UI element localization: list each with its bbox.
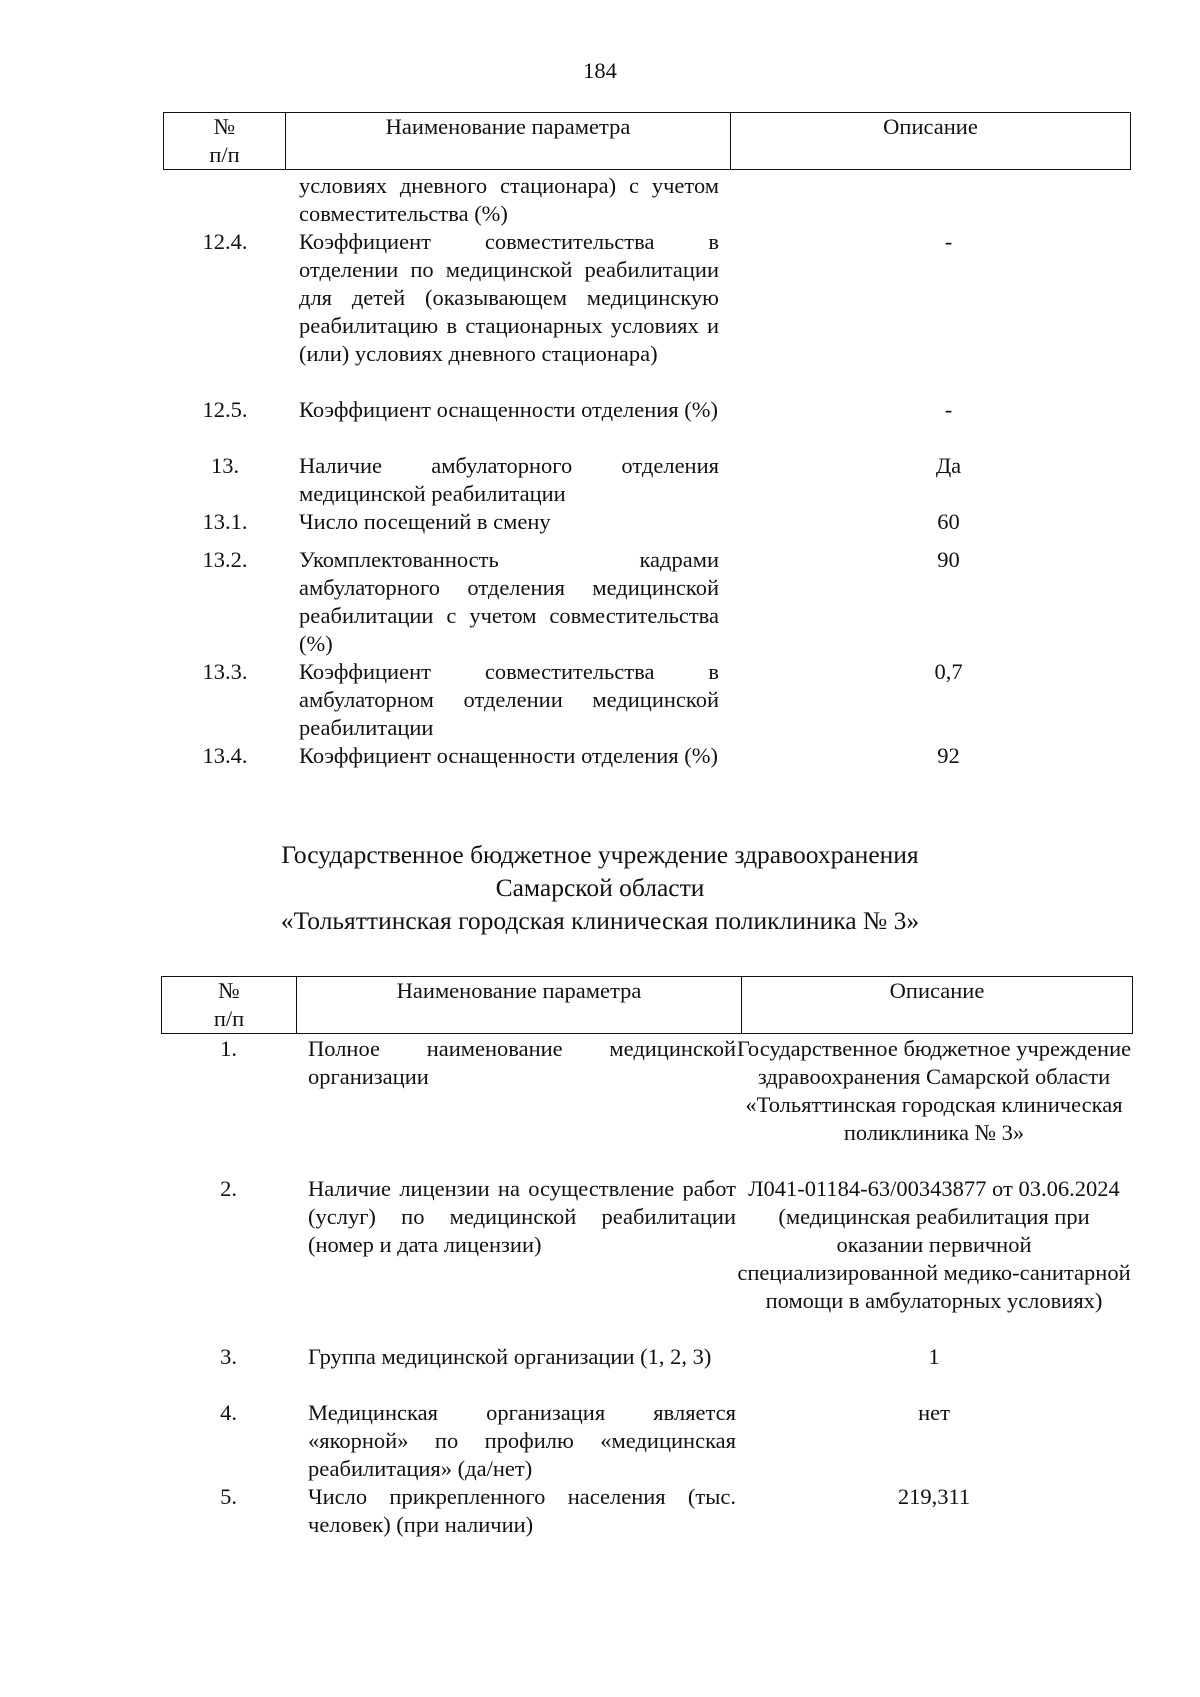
table2-header-num: № п/п: [162, 977, 297, 1034]
organization-title-line: Самарской области: [495, 873, 705, 902]
table-row: [163, 742, 1130, 798]
row-number: 5.: [220, 1484, 237, 1509]
row-number: 13.1.: [202, 509, 248, 534]
table-row: [163, 508, 1130, 546]
row-description: нет: [918, 1400, 950, 1425]
row-parameter: Коэффициент оснащенности отделения (%): [299, 397, 719, 422]
row-number: 13.: [210, 453, 240, 478]
row-number: 2.: [220, 1176, 237, 1201]
table1-header: [163, 112, 1131, 170]
organization-title-line: «Тольяттинская городская клиническая поликлиника № 3»: [280, 906, 920, 935]
table2-header-desc: Описание: [742, 977, 1133, 1034]
table2-header-param: Наименование параметра: [297, 977, 742, 1034]
table-row: [161, 1343, 1132, 1399]
table-row: [161, 1483, 1132, 1539]
row-description: 90: [937, 547, 960, 572]
organization-title-line: Государственное бюджетное учреждение здравоохранения: [281, 840, 919, 869]
row-description: 219,311: [897, 1484, 971, 1509]
table-row: [163, 228, 1130, 396]
table-row: [161, 1399, 1132, 1483]
organization-title: [0, 838, 1200, 937]
row-number: 13.3.: [202, 659, 248, 684]
row-number: 3.: [220, 1344, 237, 1369]
row-number: 12.5.: [202, 397, 248, 422]
table1-body: [163, 172, 1130, 798]
row-description: -: [944, 229, 953, 254]
row-parameter: Число посещений в смену: [299, 509, 551, 534]
row-number: 13.2.: [202, 547, 248, 572]
row-description: Государственное бюджетное учреждение здравоохранения Самарской области «Тольяттинская городская клиническая поликлиника № 3»: [736, 1036, 1132, 1145]
row-parameter: Коэффициент совместительства в отделении по медицинской реабилитации для детей (оказывающем медицинскую реабилитацию в стационарных условиях и (или) условиях дневного стационара): [299, 229, 719, 366]
row-parameter: условиях дневного стационара) с учетом совместительства (%): [299, 173, 719, 226]
row-number: 1.: [220, 1036, 237, 1061]
row-parameter: Число прикрепленного населения (тыс. человек) (при наличии): [308, 1484, 736, 1537]
table1-header-desc: Описание: [731, 113, 1131, 170]
row-parameter: Коэффициент оснащенности отделения (%): [299, 743, 719, 768]
table-row: [163, 396, 1130, 452]
table2-header: [161, 976, 1133, 1034]
row-description: Л041-01184-63/00343877 от 03.06.2024 (медицинская реабилитация при оказании первичной специализированной медико-санитарной помощи в амбулаторных условиях): [737, 1176, 1131, 1313]
row-description: Да: [935, 453, 962, 478]
table2-body: [161, 1035, 1132, 1539]
row-parameter: Наличие амбулаторного отделения медицинской реабилитации: [299, 453, 719, 506]
page-number: 184: [583, 58, 617, 83]
table-row: [163, 172, 1130, 228]
row-parameter: Группа медицинской организации (1, 2, 3): [308, 1344, 712, 1369]
row-description: -: [944, 397, 953, 422]
row-parameter: Полное наименование медицинской организации: [308, 1036, 736, 1089]
row-parameter: Наличие лицензии на осуществление работ (услуг) по медицинской реабилитации (номер и дата лицензии): [308, 1176, 736, 1257]
table-row: [161, 1035, 1132, 1175]
row-description: 1: [928, 1344, 940, 1369]
table-row: [163, 452, 1130, 508]
table-row: [161, 1175, 1132, 1343]
row-number: 12.4.: [202, 229, 248, 254]
row-description: 60: [937, 509, 960, 534]
table1-header-param: Наименование параметра: [286, 113, 731, 170]
row-description: 92: [937, 743, 960, 768]
row-number: 4.: [220, 1400, 237, 1425]
row-parameter: Медицинская организация является «якорной» по профилю «медицинская реабилитация» (да/нет): [308, 1400, 736, 1481]
row-number: 13.4.: [202, 743, 248, 768]
row-description: 0,7: [934, 659, 963, 684]
table1-header-num: № п/п: [164, 113, 286, 170]
row-parameter: Коэффициент совместительства в амбулаторном отделении медицинской реабилитации: [299, 659, 719, 740]
table-row: [163, 546, 1130, 658]
table-row: [163, 658, 1130, 742]
row-parameter: Укомплектованность кадрами амбулаторного отделения медицинской реабилитации с учетом совместительства (%): [299, 547, 719, 656]
